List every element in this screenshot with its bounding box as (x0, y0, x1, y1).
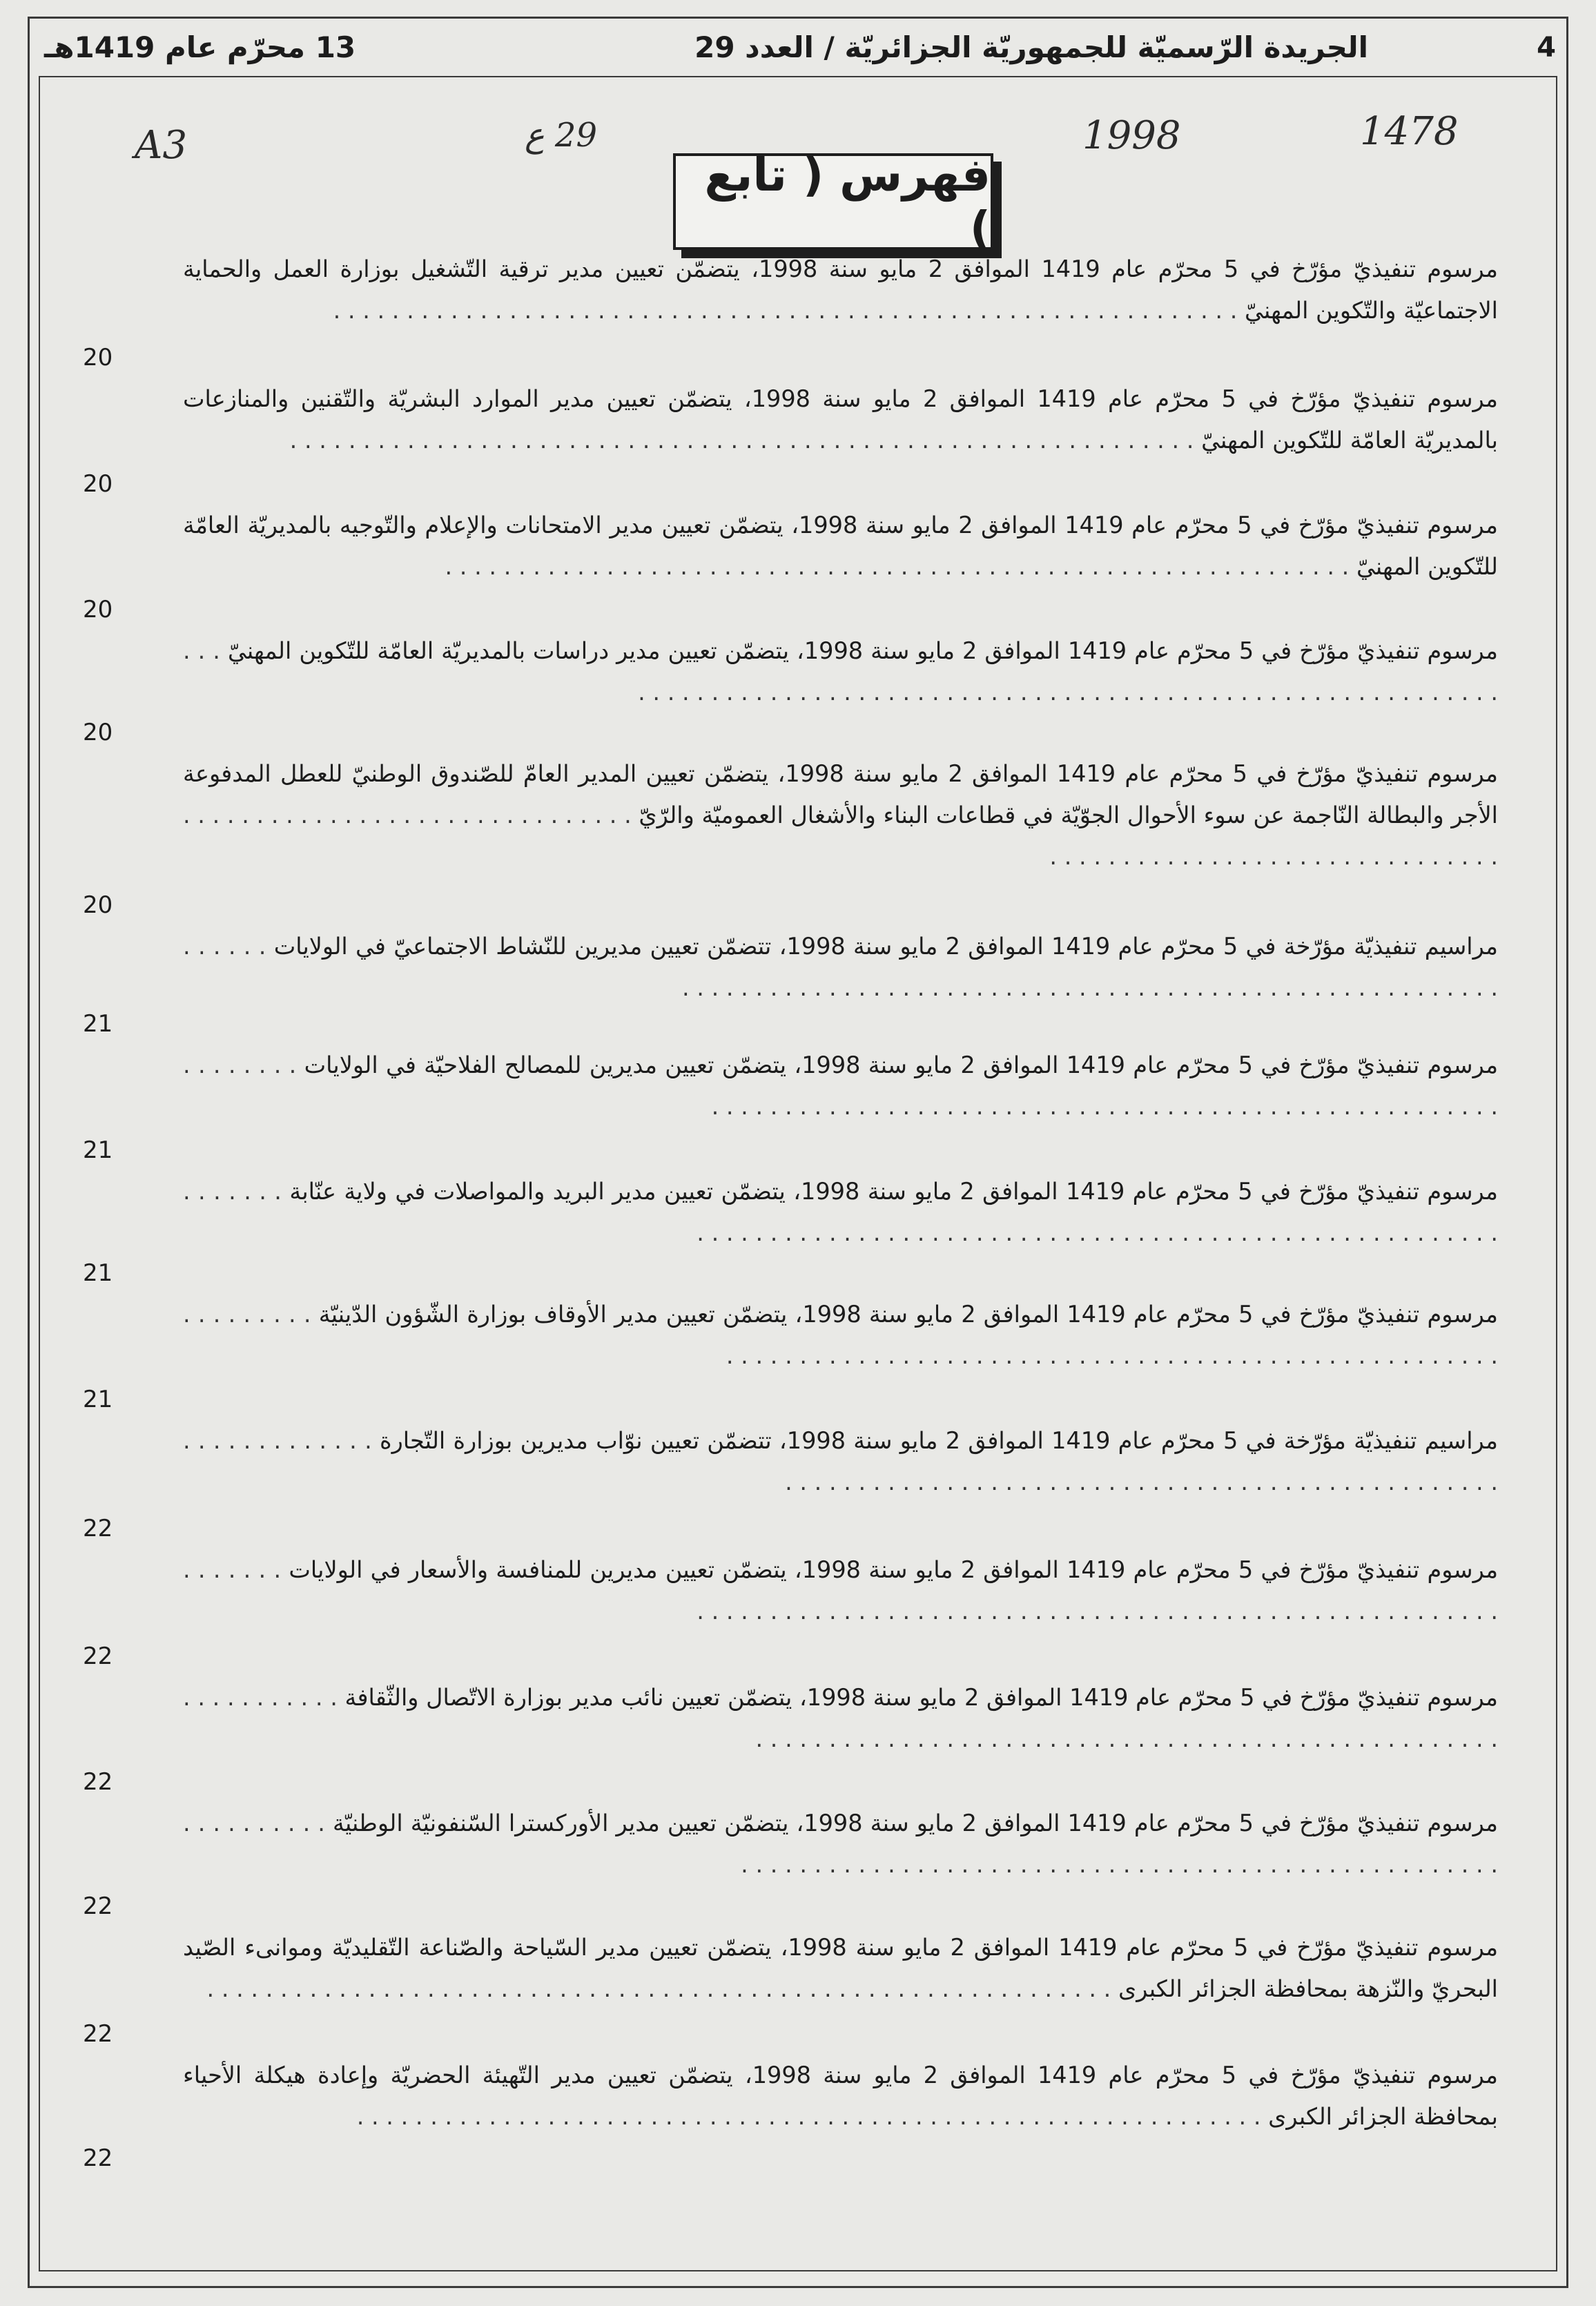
leader-dots: . . . . . . . . . . . . . . . . . . . . . . . . . . . . . . . . . . . . . . . . . . . . . . . . . . . . . . . . . . . . . . (183, 1684, 1498, 1752)
index-entry (83, 926, 1498, 1045)
entry-page-number: 21 (83, 1136, 113, 1164)
leader-dots: . . . . . . . . . . . . . . . . . . . . . . . . . . . . . . . . . . . . . . . . . . . . . . . . . . . . . . . . . . . . . . (183, 1178, 1498, 1246)
entry-text: مرسوم تنفيذيّ مؤرّخ في 5 محرّم عام 1419 الموافق 2 مايو سنة 1998، يتضمّن تعيين مدير ترقية التّشغيل بوزارة العمل والحماية الاجتماعيّة والتّكوين المهنيّ (183, 255, 1498, 324)
index-entry (83, 1420, 1498, 1549)
leader-dots: . . . . . . . . . . . . . . . . . . . . . . . . . . . . . . . . . . . . . . . . . . . . . . . . . . . . . . . . . . . . . . (356, 2103, 1261, 2130)
journal-title: الجريدة الرّسميّة للجمهوريّة الجزائريّة / العدد 29 (694, 30, 1368, 64)
entry-page-number: 22 (83, 1643, 113, 1670)
leader-dots: . . . . . . . . . . . . . . . . . . . . . . . . . . . . . . . . . . . . . . . . . . . . . . . . . . . . . . . . . . . . . . (183, 1052, 1498, 1120)
entry-page-number: 20 (83, 719, 113, 746)
index-entry (83, 1045, 1498, 1171)
leader-dots: . . . . . . . . . . . . . . . . . . . . . . . . . . . . . . . . . . . . . . . . . . . . . . . . . . . . . . . . . . . . . . (183, 1427, 1498, 1495)
entry-text: مرسوم تنفيذيّ مؤرّخ في 5 محرّم عام 1419 الموافق 2 مايو سنة 1998، يتضمّن تعيين مدير البريد والمواصلات في ولاية عنّابة (289, 1178, 1498, 1205)
entry-page-number: 20 (83, 344, 113, 371)
entry-page-number: 21 (83, 1386, 113, 1413)
index-entries (83, 249, 1498, 2179)
index-entry (83, 1803, 1498, 1927)
entry-text: مرسوم تنفيذيّ مؤرّخ في 5 محرّم عام 1419 الموافق 2 مايو سنة 1998، يتضمّن تعيين مدير الموارد البشريّة والتّقنين والمنازعات بالمديريّة العامّة للتّكوين المهنيّ (183, 385, 1498, 454)
entry-text: مرسوم تنفيذيّ مؤرّخ في 5 محرّم عام 1419 الموافق 2 مايو سنة 1998، يتضمّن تعيين مديرين للمصالح الفلاحيّة في الولايات (304, 1052, 1499, 1078)
leader-dots: . . . . . . . . . . . . . . . . . . . . . . . . . . . . . . . . . . . . . . . . . . . . . . . . . . . . . . . . . . . . . . (183, 1301, 1498, 1369)
index-entry (83, 249, 1498, 378)
handwritten-ref: A3 (135, 123, 188, 168)
leader-dots: . . . . . . . . . . . . . . . . . . . . . . . . . . . . . . . . . . . . . . . . . . . . . . . . . . . . . . . . . . . . . . (333, 297, 1238, 324)
entry-text: مرسوم تنفيذيّ مؤرّخ في 5 محرّم عام 1419 الموافق 2 مايو سنة 1998، يتضمّن تعيين المدير العامّ للصّندوق الوطنيّ للعطل المدفوعة الأجر والبطالة النّاجمة عن سوء الأحوال الجوّيّة في قطاعات البناء والأشغال العموميّة والرّيّ (183, 760, 1498, 829)
leader-dots: . . . . . . . . . . . . . . . . . . . . . . . . . . . . . . . . . . . . . . . . . . . . . . . . . . . . . . . . . . . . . . (206, 1975, 1111, 2002)
index-entry (83, 378, 1498, 505)
index-entry (83, 1549, 1498, 1677)
entry-page-number: 20 (83, 596, 113, 623)
index-entry (83, 505, 1498, 630)
entry-page-number: 22 (83, 1892, 113, 1920)
index-entry (83, 1927, 1498, 2055)
entry-text: مرسوم تنفيذيّ مؤرّخ في 5 محرّم عام 1419 الموافق 2 مايو سنة 1998، يتضمّن تعيين مدير الامتحانات والإعلام والتّوجيه بالمديريّة العامّة للتّكوين المهنيّ (183, 512, 1498, 580)
entry-text: مرسوم تنفيذيّ مؤرّخ في 5 محرّم عام 1419 الموافق 2 مايو سنة 1998، يتضمّن تعيين مدير الأوقاف بوزارة الشّؤون الدّينيّة (318, 1301, 1499, 1328)
entry-text: مرسوم تنفيذيّ مؤرّخ في 5 محرّم عام 1419 الموافق 2 مايو سنة 1998، يتضمّن تعيين نائب مدير بوزارة الاتّصال والثّقافة (344, 1684, 1498, 1711)
entry-text: مراسيم تنفيذيّة مؤرّخة في 5 محرّم عام 1419 الموافق 2 مايو سنة 1998، تتضمّن تعيين نوّاب مديرين بوزارة التّجارة (380, 1427, 1498, 1454)
entry-page-number: 22 (83, 2020, 113, 2048)
handwritten-issue: 29 ع (525, 116, 597, 155)
handwritten-number: 1478 (1360, 109, 1459, 154)
leader-dots: . . . . . . . . . . . . . . . . . . . . . . . . . . . . . . . . . . . . . . . . . . . . . . . . . . . . . . . . . . . . . . (183, 1556, 1498, 1625)
entry-text: مرسوم تنفيذيّ مؤرّخ في 5 محرّم عام 1419 الموافق 2 مايو سنة 1998، يتضمّن تعيين مدير التّهيئة الحضريّة وإعادة هيكلة الأحياء بمحافظة الجزائر الكبرى (183, 2062, 1498, 2130)
running-head (28, 17, 1568, 76)
index-entry (83, 753, 1498, 926)
index-entry (83, 1677, 1498, 1803)
entry-page-number: 22 (83, 2144, 113, 2172)
entry-text: مرسوم تنفيذيّ مؤرّخ في 5 محرّم عام 1419 الموافق 2 مايو سنة 1998، يتضمّن تعيين مدير دراسات بالمديريّة العامّة للتّكوين المهنيّ (227, 637, 1498, 664)
entry-page-number: 22 (83, 1768, 113, 1796)
entry-page-number: 22 (83, 1515, 113, 1542)
entry-page-number: 20 (83, 891, 113, 919)
entry-page-number: 21 (83, 1010, 113, 1038)
entry-text: مرسوم تنفيذيّ مؤرّخ في 5 محرّم عام 1419 الموافق 2 مايو سنة 1998، يتضمّن تعيين مدير الأوركسترا السّنفونيّة الوطنيّة (332, 1810, 1499, 1837)
leader-dots: . . . . . . . . . . . . . . . . . . . . . . . . . . . . . . . . . . . . . . . . . . . . . . . . . . . . . . . . . . . . . . (445, 553, 1350, 580)
index-entry (83, 630, 1498, 753)
entry-text: مرسوم تنفيذيّ مؤرّخ في 5 محرّم عام 1419 الموافق 2 مايو سنة 1998، يتضمّن تعيين مديرين للمنافسة والأسعار في الولايات (289, 1556, 1499, 1583)
leader-dots: . . . . . . . . . . . . . . . . . . . . . . . . . . . . . . . . . . . . . . . . . . . . . . . . . . . . . . . . . . . . . . (289, 427, 1194, 454)
page-number: 4 (1537, 32, 1556, 64)
entry-text: مراسيم تنفيذيّة مؤرّخة في 5 محرّم عام 1419 الموافق 2 مايو سنة 1998، تتضمّن تعيين مديرين للنّشاط الاجتماعيّ في الولايات (273, 933, 1499, 960)
index-entry (83, 1171, 1498, 1294)
leader-dots: . . . . . . . . . . . . . . . . . . . . . . . . . . . . . . . . . . . . . . . . . . . . . . . . . . . . . . . . . . . . . . (183, 637, 1498, 706)
hijri-date: 13 محرّم عام 1419هـ (44, 30, 356, 64)
handwritten-year: 1998 (1082, 113, 1181, 158)
index-entry (83, 1294, 1498, 1420)
leader-dots: . . . . . . . . . . . . . . . . . . . . . . . . . . . . . . . . . . . . . . . . . . . . . . . . . . . . . . . . . . . . . . (183, 802, 1498, 870)
index-title: فهرس ( تابع ) (673, 153, 993, 250)
leader-dots: . . . . . . . . . . . . . . . . . . . . . . . . . . . . . . . . . . . . . . . . . . . . . . . . . . . . . . . . . . . . . . (183, 1810, 1498, 1878)
entry-text: مرسوم تنفيذيّ مؤرّخ في 5 محرّم عام 1419 الموافق 2 مايو سنة 1998، يتضمّن تعيين مدير السّياحة والصّناعة التّقليديّة وموانىء الصّيد البحريّ والنّزهة بمحافظة الجزائر الكبرى (183, 1934, 1499, 2002)
index-entry (83, 2055, 1498, 2179)
leader-dots: . . . . . . . . . . . . . . . . . . . . . . . . . . . . . . . . . . . . . . . . . . . . . . . . . . . . . . . . . . . . . . (183, 933, 1498, 1001)
entry-page-number: 20 (83, 470, 113, 498)
entry-page-number: 21 (83, 1259, 113, 1287)
